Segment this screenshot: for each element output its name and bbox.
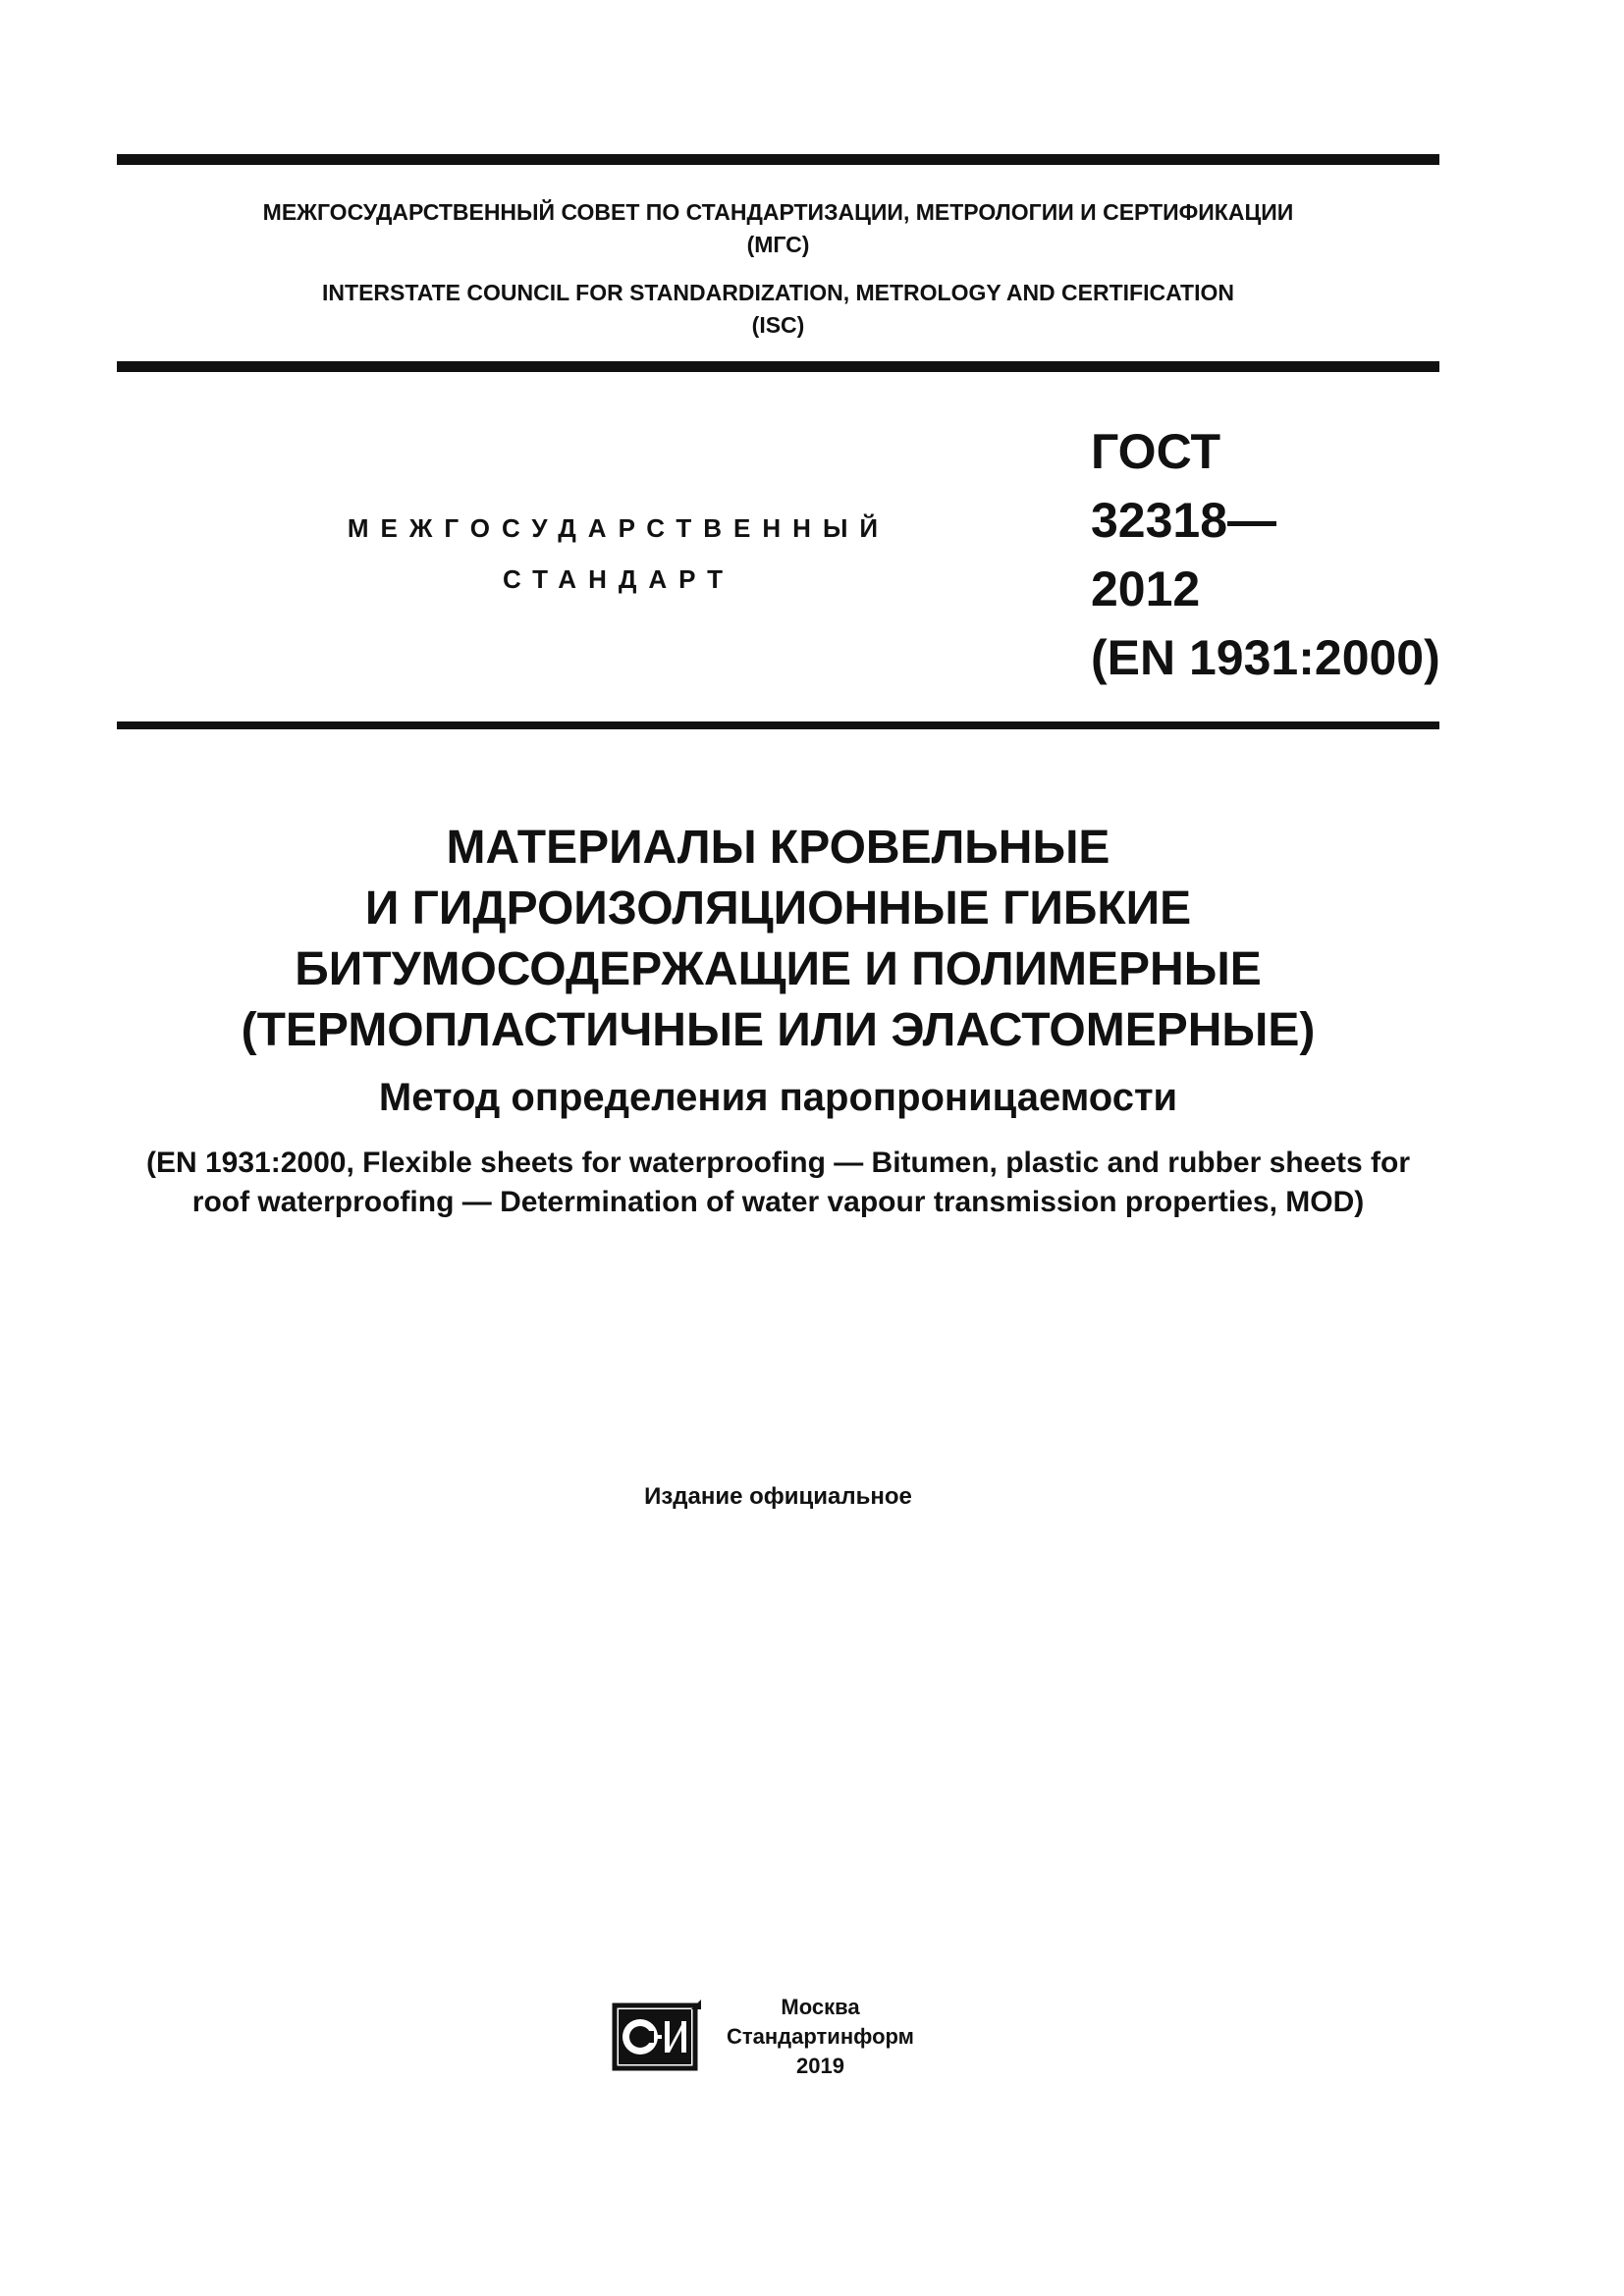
council-ru xyxy=(117,196,1439,261)
publisher-year: 2019 xyxy=(796,2054,844,2078)
council-ru-name: МЕЖГОСУДАРСТВЕННЫЙ СОВЕТ ПО СТАНДАРТИЗАЦИИ, МЕТРОЛОГИИ И СЕРТИФИКАЦИИ xyxy=(262,199,1294,225)
title-line-2: И ГИДРОИЗОЛЯЦИОННЫЕ ГИБКИЕ xyxy=(364,882,1192,934)
council-ru-abbr: (МГС) xyxy=(746,232,810,257)
gost-label: ГОСТ xyxy=(1091,424,1220,479)
gost-designation xyxy=(1091,417,1440,692)
council-en xyxy=(117,277,1439,342)
publisher-city: Москва xyxy=(781,1995,860,2019)
title-line-3: БИТУМОСОДЕРЖАЩИЕ И ПОЛИМЕРНЫЕ xyxy=(295,943,1262,995)
document-title xyxy=(117,818,1439,1061)
edition-label: Издание официальное xyxy=(644,1483,912,1510)
gost-number: 32318— xyxy=(1091,493,1277,548)
standard-type-line2: СТАНДАРТ xyxy=(502,564,735,594)
lower-rule xyxy=(117,721,1439,729)
publisher-block xyxy=(609,1993,914,2081)
document-title-block xyxy=(117,818,1439,1222)
council-en-name: INTERSTATE COUNCIL FOR STANDARDIZATION, METROLOGY AND CERTIFICATION xyxy=(322,280,1234,305)
middle-rule xyxy=(117,361,1439,372)
top-rule xyxy=(117,154,1439,165)
gost-year: 2012 xyxy=(1091,561,1201,616)
gost-en-equivalent: (EN 1931:2000) xyxy=(1091,630,1440,685)
standard-type xyxy=(275,503,962,605)
en-reference: (EN 1931:2000, Flexible sheets for waterproofing — Bitumen, plastic and rubber sheets for roof waterproofing — Determination of water vapour transmission properties, MOD) xyxy=(146,1147,1410,1218)
standard-type-line1: МЕЖГОСУДАРСТВЕННЫЙ xyxy=(347,513,891,543)
publisher-name: Стандартинформ xyxy=(727,2024,914,2049)
title-line-1: МАТЕРИАЛЫ КРОВЕЛЬНЫЕ xyxy=(446,822,1110,874)
council-en-abbr: (ISC) xyxy=(751,312,805,338)
title-line-4: (ТЕРМОПЛАСТИЧНЫЕ ИЛИ ЭЛАСТОМЕРНЫЕ) xyxy=(241,1004,1316,1056)
document-subtitle: Метод определения паропроницаемости xyxy=(378,1076,1178,1119)
standartinform-logo-icon xyxy=(609,2000,701,2074)
publisher-text xyxy=(727,1993,914,2081)
